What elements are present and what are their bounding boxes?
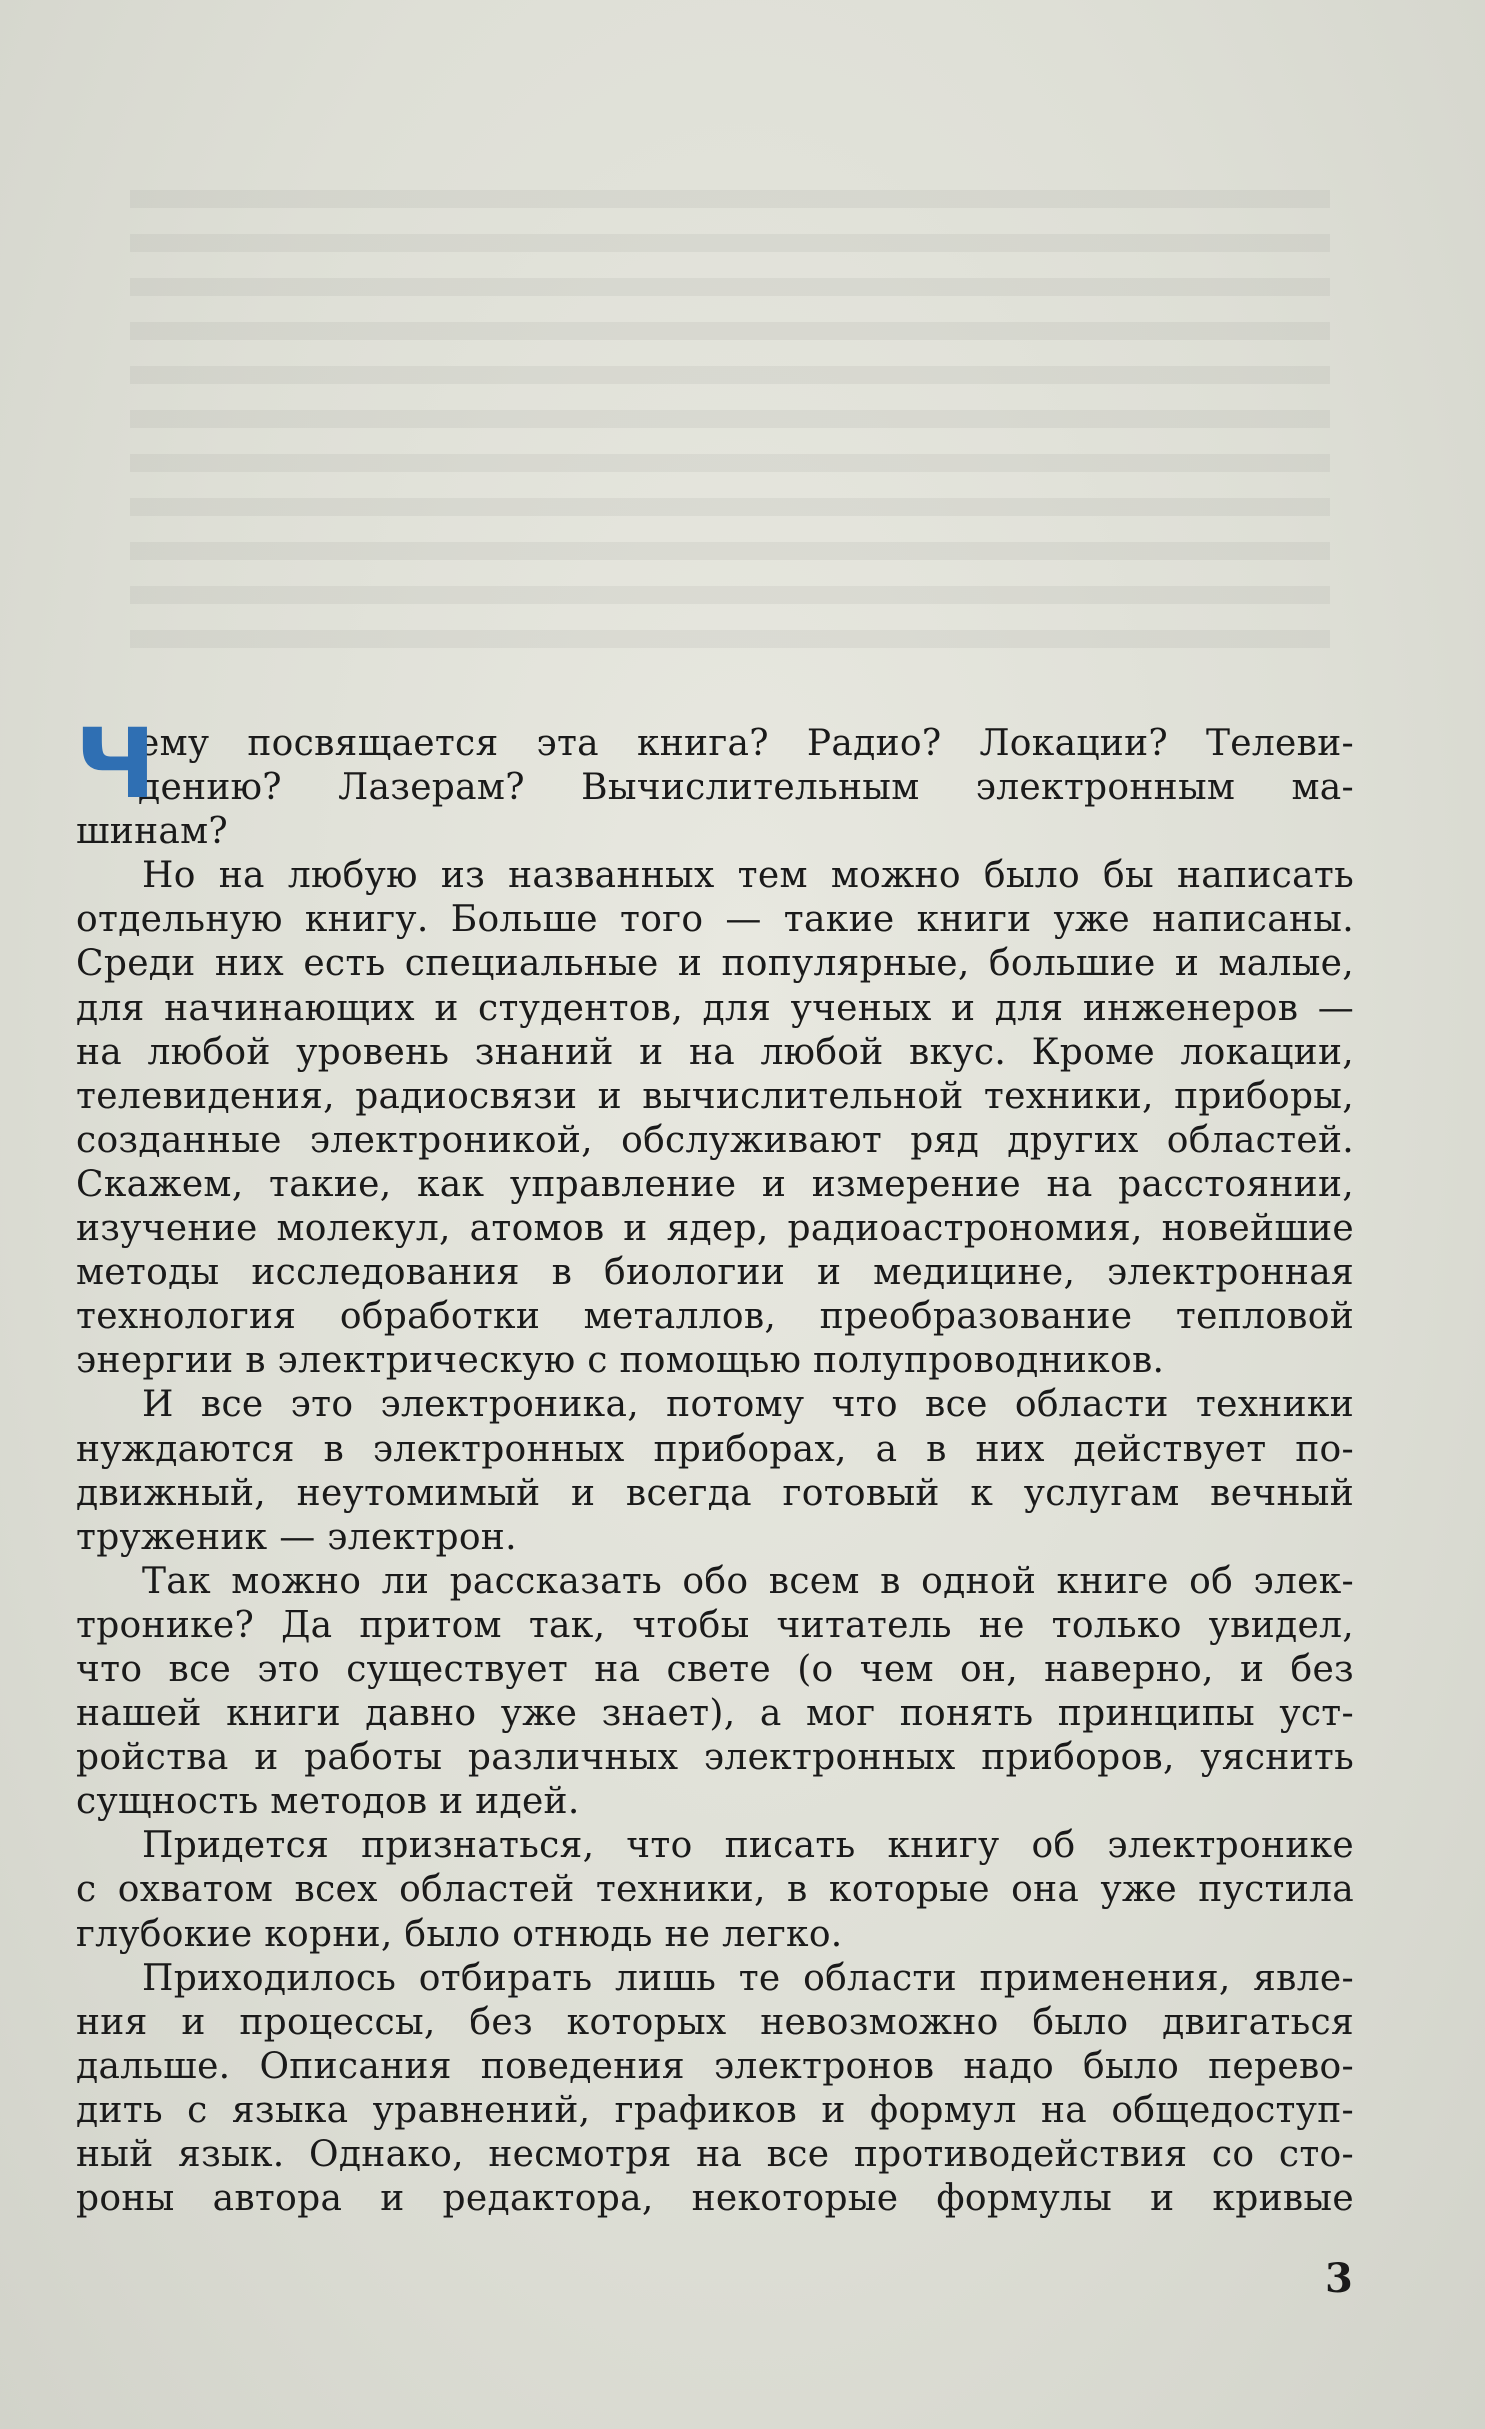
text-line: технология обработки металлов, преобразование тепловой — [76, 1296, 1354, 1338]
text-line: ный язык. Однако, несмотря на все противодействия со сто- — [76, 2134, 1354, 2175]
body-text — [74, 708, 1354, 2221]
text-line: энергии в электрическую с помощью полупроводников. — [76, 1340, 1165, 1382]
text-line: нуждаются в электронных приборах, а в них действует по- — [76, 1428, 1354, 1470]
text-line: с охватом всех областей техники, в которые она уже пустила — [76, 1869, 1354, 1911]
show-through-text — [130, 190, 1330, 670]
paragraph-6 — [76, 1957, 1354, 2222]
text-line: что все это существует на свете (о чем он, наверно, и без — [76, 1648, 1354, 1690]
paragraph-2 — [76, 854, 1354, 1383]
text-line: Но на любую из названных тем можно было бы написать — [142, 855, 1354, 897]
text-line: сущность методов и идей. — [76, 1781, 580, 1823]
text-line: нашей книги давно уже знает), а мог понять принципы уст- — [76, 1693, 1354, 1735]
text-line: Так можно ли рассказать обо всем в одной книге об элек- — [142, 1560, 1354, 1602]
paragraph-4 — [76, 1560, 1354, 1825]
text-line: Скажем, такие, как управление и измерение на расстоянии, — [76, 1163, 1354, 1205]
text-line: ему посвящается эта книга? Радио? Локации? Телеви- — [138, 723, 1354, 764]
text-line: телевидения, радиосвязи и вычислительной техники, приборы, — [76, 1075, 1354, 1117]
text-line: роны автора и редактора, некоторые формулы и кривые — [76, 2178, 1354, 2220]
text-line: изучение молекул, атомов и ядер, радиоастрономия, новейшие — [76, 1208, 1354, 1250]
text-line: дальше. Описания поведения электронов надо было перево- — [76, 2045, 1354, 2087]
text-line: дить с языка уравнений, графиков и формул на общедоступ- — [76, 2089, 1354, 2131]
text-line: И все это электроника, потому что все области техники — [142, 1384, 1354, 1426]
text-line: дению? Лазерам? Вычислительным электронным ма- — [138, 767, 1354, 809]
paragraph-5 — [76, 1824, 1354, 1956]
text-line: шинам? — [76, 811, 229, 853]
text-line: отдельную книгу. Больше того — такие книги уже написаны. — [76, 899, 1354, 941]
page-number: 3 — [1325, 2255, 1353, 2302]
text-line: труженик — электрон. — [76, 1516, 517, 1558]
paragraph-1 — [74, 708, 1354, 854]
paragraph-3 — [76, 1383, 1354, 1559]
text-line: движный, неутомимый и всегда готовый к услугам вечный — [76, 1472, 1354, 1514]
text-line: Приходилось отбирать лишь те области применения, явле- — [142, 1957, 1354, 1999]
text-line: методы исследования в биологии и медицине, электронная — [76, 1252, 1354, 1294]
text-line: ния и процессы, без которых невозможно было двигаться — [76, 2001, 1354, 2043]
text-line: созданные электроникой, обслуживают ряд других областей. — [76, 1119, 1354, 1161]
text-line: Придется признаться, что писать книгу об электронике — [142, 1825, 1354, 1867]
text-line: на любой уровень знаний и на любой вкус. Кроме локации, — [76, 1031, 1354, 1073]
text-line: ройства и работы различных электронных приборов, уяснить — [76, 1737, 1354, 1779]
text-line: для начинающих и студентов, для ученых и для инженеров — — [76, 987, 1354, 1029]
text-line: Среди них есть специальные и популярные, большие и малые, — [76, 943, 1354, 985]
text-line: глубокие корни, было отнюдь не легко. — [76, 1913, 843, 1955]
text-line: тронике? Да притом так, чтобы читатель не только увидел, — [76, 1604, 1354, 1646]
drop-cap: Ч — [74, 708, 157, 820]
